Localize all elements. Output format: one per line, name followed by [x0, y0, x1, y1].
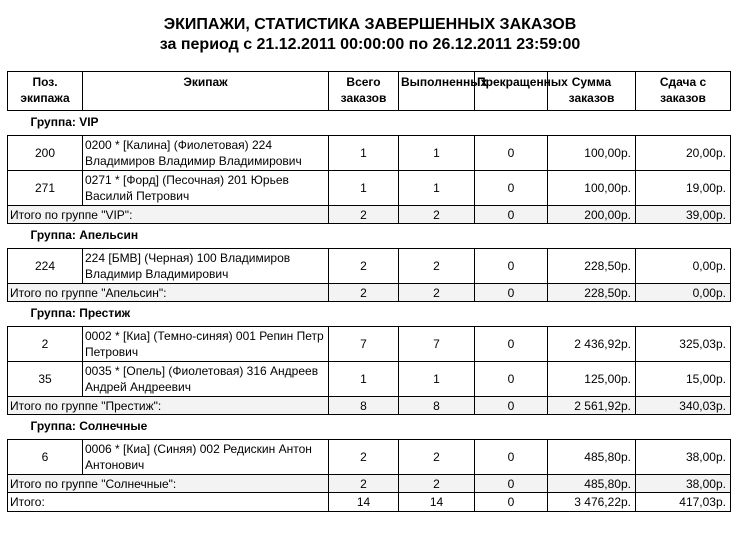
orders-sum-cell: 2 561,92р.: [548, 397, 636, 415]
col-header-change: Сдача с заказов: [636, 72, 731, 111]
total-orders-cell: 14: [329, 493, 399, 512]
group-heading-row: [8, 415, 731, 438]
orders-change-cell: 38,00р.: [636, 475, 731, 493]
table-row: [8, 440, 731, 475]
col-header-total: Всего заказов: [329, 72, 399, 111]
table-row: [8, 136, 731, 171]
total-orders-cell: 1: [329, 136, 399, 171]
group-heading-row: [8, 224, 731, 247]
crew-position-cell: 2: [8, 327, 83, 362]
stopped-orders-cell: 0: [475, 397, 548, 415]
col-header-stopped: Прекращенных: [475, 72, 548, 111]
orders-sum-cell: 228,50р.: [548, 284, 636, 302]
crew-position-cell: 200: [8, 136, 83, 171]
group-subtotal-row: [8, 397, 731, 415]
done-orders-cell: 7: [399, 327, 475, 362]
crew-position-cell: 271: [8, 171, 83, 206]
orders-sum-cell: 3 476,22р.: [548, 493, 636, 512]
total-orders-cell: 8: [329, 397, 399, 415]
total-orders-cell: 2: [329, 284, 399, 302]
group-heading: Группа: Солнечные: [30, 419, 148, 433]
stopped-orders-cell: 0: [475, 171, 548, 206]
group-subtotal-row: [8, 475, 731, 493]
col-header-crew: Экипаж: [83, 72, 329, 111]
table-row: [8, 171, 731, 206]
group-subtotal-label: Итого по группе "VIP":: [8, 206, 329, 224]
orders-change-cell: 39,00р.: [636, 206, 731, 224]
total-orders-cell: 2: [329, 440, 399, 475]
group-subtotal-row: [8, 206, 731, 224]
grand-total-label: Итого:: [8, 493, 329, 512]
table-row: [8, 327, 731, 362]
orders-change-cell: 0,00р.: [636, 249, 731, 284]
stopped-orders-cell: 0: [475, 362, 548, 397]
orders-sum-cell: 228,50р.: [548, 249, 636, 284]
orders-sum-cell: 485,80р.: [548, 440, 636, 475]
total-orders-cell: 1: [329, 362, 399, 397]
col-header-pos: Поз. экипажа: [8, 72, 83, 111]
group-subtotal-label: Итого по группе "Апельсин":: [8, 284, 329, 302]
done-orders-cell: 2: [399, 249, 475, 284]
orders-change-cell: 15,00р.: [636, 362, 731, 397]
total-orders-cell: 1: [329, 171, 399, 206]
crew-description-cell: 0006 * [Киа] (Синяя) 002 Редискин Антон Антонович: [83, 440, 329, 475]
table-row: [8, 249, 731, 284]
total-orders-cell: 2: [329, 249, 399, 284]
done-orders-cell: 2: [399, 284, 475, 302]
done-orders-cell: 1: [399, 136, 475, 171]
crew-description-cell: 0271 * [Форд] (Песочная) 201 Юрьев Василий Петрович: [83, 171, 329, 206]
crew-description-cell: 0002 * [Киа] (Темно-синяя) 001 Репин Петр Петрович: [83, 327, 329, 362]
stopped-orders-cell: 0: [475, 327, 548, 362]
col-header-done: Выполненных: [399, 72, 475, 111]
stopped-orders-cell: 0: [475, 249, 548, 284]
done-orders-cell: 1: [399, 171, 475, 206]
stopped-orders-cell: 0: [475, 440, 548, 475]
stopped-orders-cell: 0: [475, 493, 548, 512]
orders-change-cell: 417,03р.: [636, 493, 731, 512]
crew-description-cell: 0035 * [Опель] (Фиолетовая) 316 Андреев Андрей Андреевич: [83, 362, 329, 397]
report-title: ЭКИПАЖИ, СТАТИСТИКА ЗАВЕРШЕННЫХ ЗАКАЗОВ: [163, 16, 577, 33]
done-orders-cell: 2: [399, 440, 475, 475]
group-subtotal-row: [8, 284, 731, 302]
orders-change-cell: 19,00р.: [636, 171, 731, 206]
crew-description-cell: 0200 * [Калина] (Фиолетовая) 224 Владимиров Владимир Владимирович: [83, 136, 329, 171]
orders-change-cell: 340,03р.: [636, 397, 731, 415]
group-heading-row: [8, 111, 731, 134]
stopped-orders-cell: 0: [475, 136, 548, 171]
crew-position-cell: 6: [8, 440, 83, 475]
stopped-orders-cell: 0: [475, 206, 548, 224]
group-subtotal-label: Итого по группе "Престиж":: [8, 397, 329, 415]
group-heading: Группа: Престиж: [30, 306, 131, 320]
col-header-sum: Сумма заказов: [548, 72, 636, 111]
total-orders-cell: 7: [329, 327, 399, 362]
done-orders-cell: 1: [399, 362, 475, 397]
crew-position-cell: 224: [8, 249, 83, 284]
done-orders-cell: 2: [399, 206, 475, 224]
orders-sum-cell: 100,00р.: [548, 136, 636, 171]
group-heading: Группа: VIP: [30, 115, 99, 129]
table-row: [8, 362, 731, 397]
orders-change-cell: 38,00р.: [636, 440, 731, 475]
stopped-orders-cell: 0: [475, 475, 548, 493]
stopped-orders-cell: 0: [475, 284, 548, 302]
total-orders-cell: 2: [329, 206, 399, 224]
group-heading-row: [8, 302, 731, 325]
crew-position-cell: 35: [8, 362, 83, 397]
orders-change-cell: 0,00р.: [636, 284, 731, 302]
done-orders-cell: 2: [399, 475, 475, 493]
total-orders-cell: 2: [329, 475, 399, 493]
statistics-table: [7, 71, 731, 512]
group-heading: Группа: Апельсин: [30, 228, 139, 242]
crew-description-cell: 224 [БМВ] (Черная) 100 Владимиров Владимир Владимирович: [83, 249, 329, 284]
orders-sum-cell: 100,00р.: [548, 171, 636, 206]
orders-sum-cell: 125,00р.: [548, 362, 636, 397]
group-subtotal-label: Итого по группе "Солнечные":: [8, 475, 329, 493]
orders-sum-cell: 485,80р.: [548, 475, 636, 493]
orders-sum-cell: 200,00р.: [548, 206, 636, 224]
report-period: за период с 21.12.2011 00:00:00 по 26.12.2011 23:59:00: [159, 36, 581, 53]
done-orders-cell: 14: [399, 493, 475, 512]
done-orders-cell: 8: [399, 397, 475, 415]
orders-change-cell: 325,03р.: [636, 327, 731, 362]
grand-total-row: [8, 493, 731, 512]
table-header: [8, 72, 731, 111]
orders-sum-cell: 2 436,92р.: [548, 327, 636, 362]
orders-change-cell: 20,00р.: [636, 136, 731, 171]
